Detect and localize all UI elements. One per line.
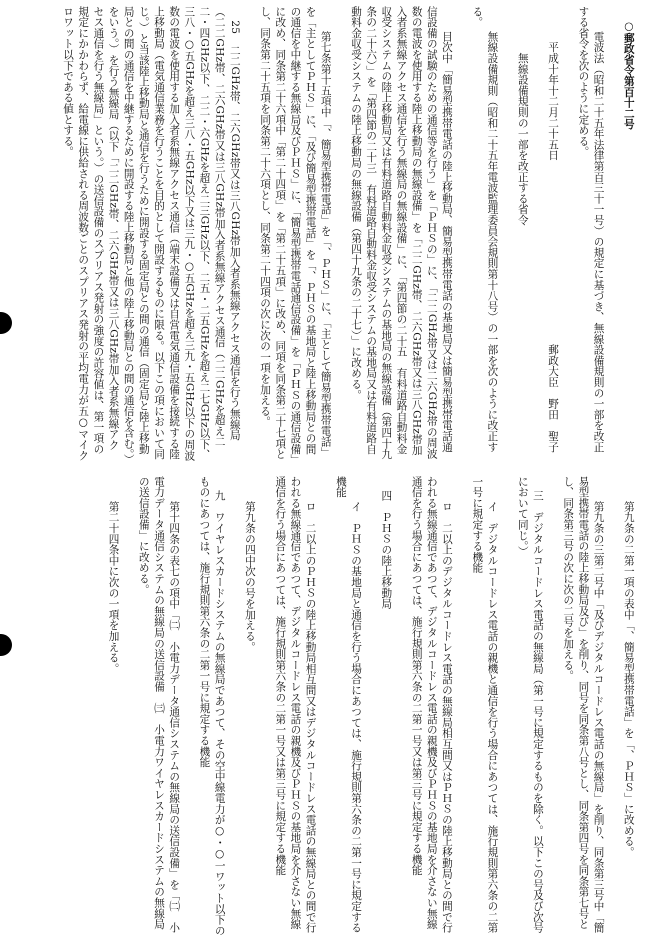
text-line: 第二十四条中に次の一項を加える。 — [107, 501, 120, 674]
text-line: 電波法（昭和二十五年法律第百三十一号）の規定に基づき、無線設備規則の一部を改正する省令を次のように定める。 — [577, 6, 605, 453]
text-line: ロ 二以上のデジタルコードレス電話の無線局相互間又はＰＨＳの陸上移動局との間で行われる無線通信であつて、デジタルコードレス電話の親機及びＰＨＳの基地局を介さない無線通信を行う場合にあつては、施行規則第六条の二第一号又は第三号に規定する機能 — [410, 476, 453, 934]
text-line: 目次中「簡易型携帯電話の陸上移動局、簡易型携帯電話の基地局又は簡易型携帯電話通信設備の試験のための通信等を行う」を「ＰＨＳの」に、「二二GHz帯又は二六GHz帯の周波数の電波を使用する陸上移動局の無線設備」を「二二GHz帯、二六GHz帯又は三八GHz帯加入者系無線アクセス通信を行う無線局の無線設備」に、「第四節の二十五 有料道路自動料金収受システムの陸上移動局又は有料道路自動料金収受システムの基地局の無線設備（第四十九条の二十六）」を「第四節の二十三 有料道路自動料金収受システムの基地局又は有料道路自動料金収受システムの陸上移動局の無線設備（第四十九条の二十七）」に改める。 — [350, 6, 453, 460]
text-line: 第九条の三第二号中「及びデジタルコードレス電話の無線局」を削り、同条第三号中「簡易型携帯電話の陸上移動局及び」を削り、同号を同条第八号とし、同条第四号を同条第七号とし、同条第三号の次に次の二号を加える。 — [562, 476, 605, 934]
text-line: 第七条第十五項中「、簡易型携帯電話」を「、ＰＨＳ」に、「主として簡易型携帯電話」を「主としてＰＨＳ」に、「及び簡易型携帯電話」を「、ＰＨＳの基地局と陸上移動局との間の通信を中継する無線局及びＰＨＳ」に、「簡易型携帯電話通信設備」を「ＰＨＳの通信設備」に改め、同条第二十六項中「第二十四項」を「第二十五項」に改め、同項を同条第二十七項とし、同条第二十五項を同条第二十六項とし、同条第二十四項の次に次の一項を加える。 — [259, 6, 332, 460]
text-line: 無線設備規則（昭和二十五年電波監理委員会規則第十八号）の一部を次のように改正する。 — [471, 6, 499, 453]
lower-text-block — [8, 476, 651, 936]
upper-text-block — [8, 6, 651, 461]
text-line: イ ＰＨＳの基地局と通信を行う場合にあつては、施行規則第六条の二第一号に規定する機能 — [334, 476, 363, 934]
text-line: 三 デジタルコードレス電話の無線局（第一号に規定するものを除く。以下この号及び次号において同じ。） — [516, 476, 544, 934]
date-and-minister: 平成十年十二月二十五日 郵政大臣 野田 聖子 — [547, 41, 560, 453]
section-divider — [8, 466, 651, 467]
text-line: 第十四条の表七の項中「㈡ 小電力データ通信システムの無線局の送信設備」を「㈡ 小電力データ通信システムの無線局の送信設備 ㈢ 小電力ワイヤレスカードシステムの無線局の送信設備」に改める。 — [137, 476, 181, 934]
text-line: 25 二二GHz帯、二六GHz帯又は三八GHz帯加入者系無線アクセス通信を行う無線局（二二GHz帯、二六GHz帯又は三八GHz帯加入者系無線アクセス通信（二二GHzを超え二二・四GHz以下、二二・六GHzを超え二三GHz以下、二五・二五GHzを超え二七GHz以下、三八・○五GHzを超え三八・五GHz以下又は三九・○五GHzを超え三九・五GHz以下の周波数の電波を使用する加入者系無線アクセス通信（端末設備又は自営電気通信設備を接続する陸上移動局（電気通信業務を行うことを目的として開設するものに限る。以下この項において同じ。）と当該陸上移動局と通信を行うために開設する固定局との間の通信（固定局と陸上移動局との間の通信を中継するために開設する陸上移動局と他の陸上移動局との間の通信を含む。）をいう。）を行う無線局（以下「二二GHz帯、二六GHz帯又は三八GHz帯加入者系無線アクセス通信を行う無線局」という。）の送信設備のスプリアス発射の強度の許容値は、第一項の規定にかかわらず、給電線に供給される周波数ごとのスプリアス発射の平均電力が五○マイクロワット以下である値とする。 — [62, 6, 241, 461]
text-line: 九 ワイヤレスカードシステムの無線局であつて、その空中線電力が○・○一ワット以下のものにあつては、施行規則第六条の二第一号に規定する機能 — [198, 476, 226, 936]
ordinance-title: ○郵政省令第百十二号 — [622, 20, 635, 130]
ordinance-heading: 無線設備規則の一部を改正する省令 — [516, 52, 529, 226]
text-line: 第九条の二第一項の表中「、簡易型携帯電話」を「、ＰＨＳ」に改める。 — [622, 501, 635, 858]
text-line: イ デジタルコードレス電話の親機と通信を行う場合にあつては、施行規則第六条の二第一号に規定する機能 — [471, 476, 499, 934]
text-line: ロ 二以上のＰＨＳの陸上移動局相互間又はデジタルコードレス電話の無線局との間で行われる無線通信であつて、デジタルコードレス電話の親機及びＰＨＳの基地局を介さない無線通信を行う場合にあつては、施行規則第六条の二第一号又は第三号に規定する機能 — [274, 476, 317, 934]
text-line: 第九条の四中次の号を加える。 — [243, 501, 256, 653]
text-line: 四 ＰＨＳの陸上移動局 — [380, 490, 393, 610]
